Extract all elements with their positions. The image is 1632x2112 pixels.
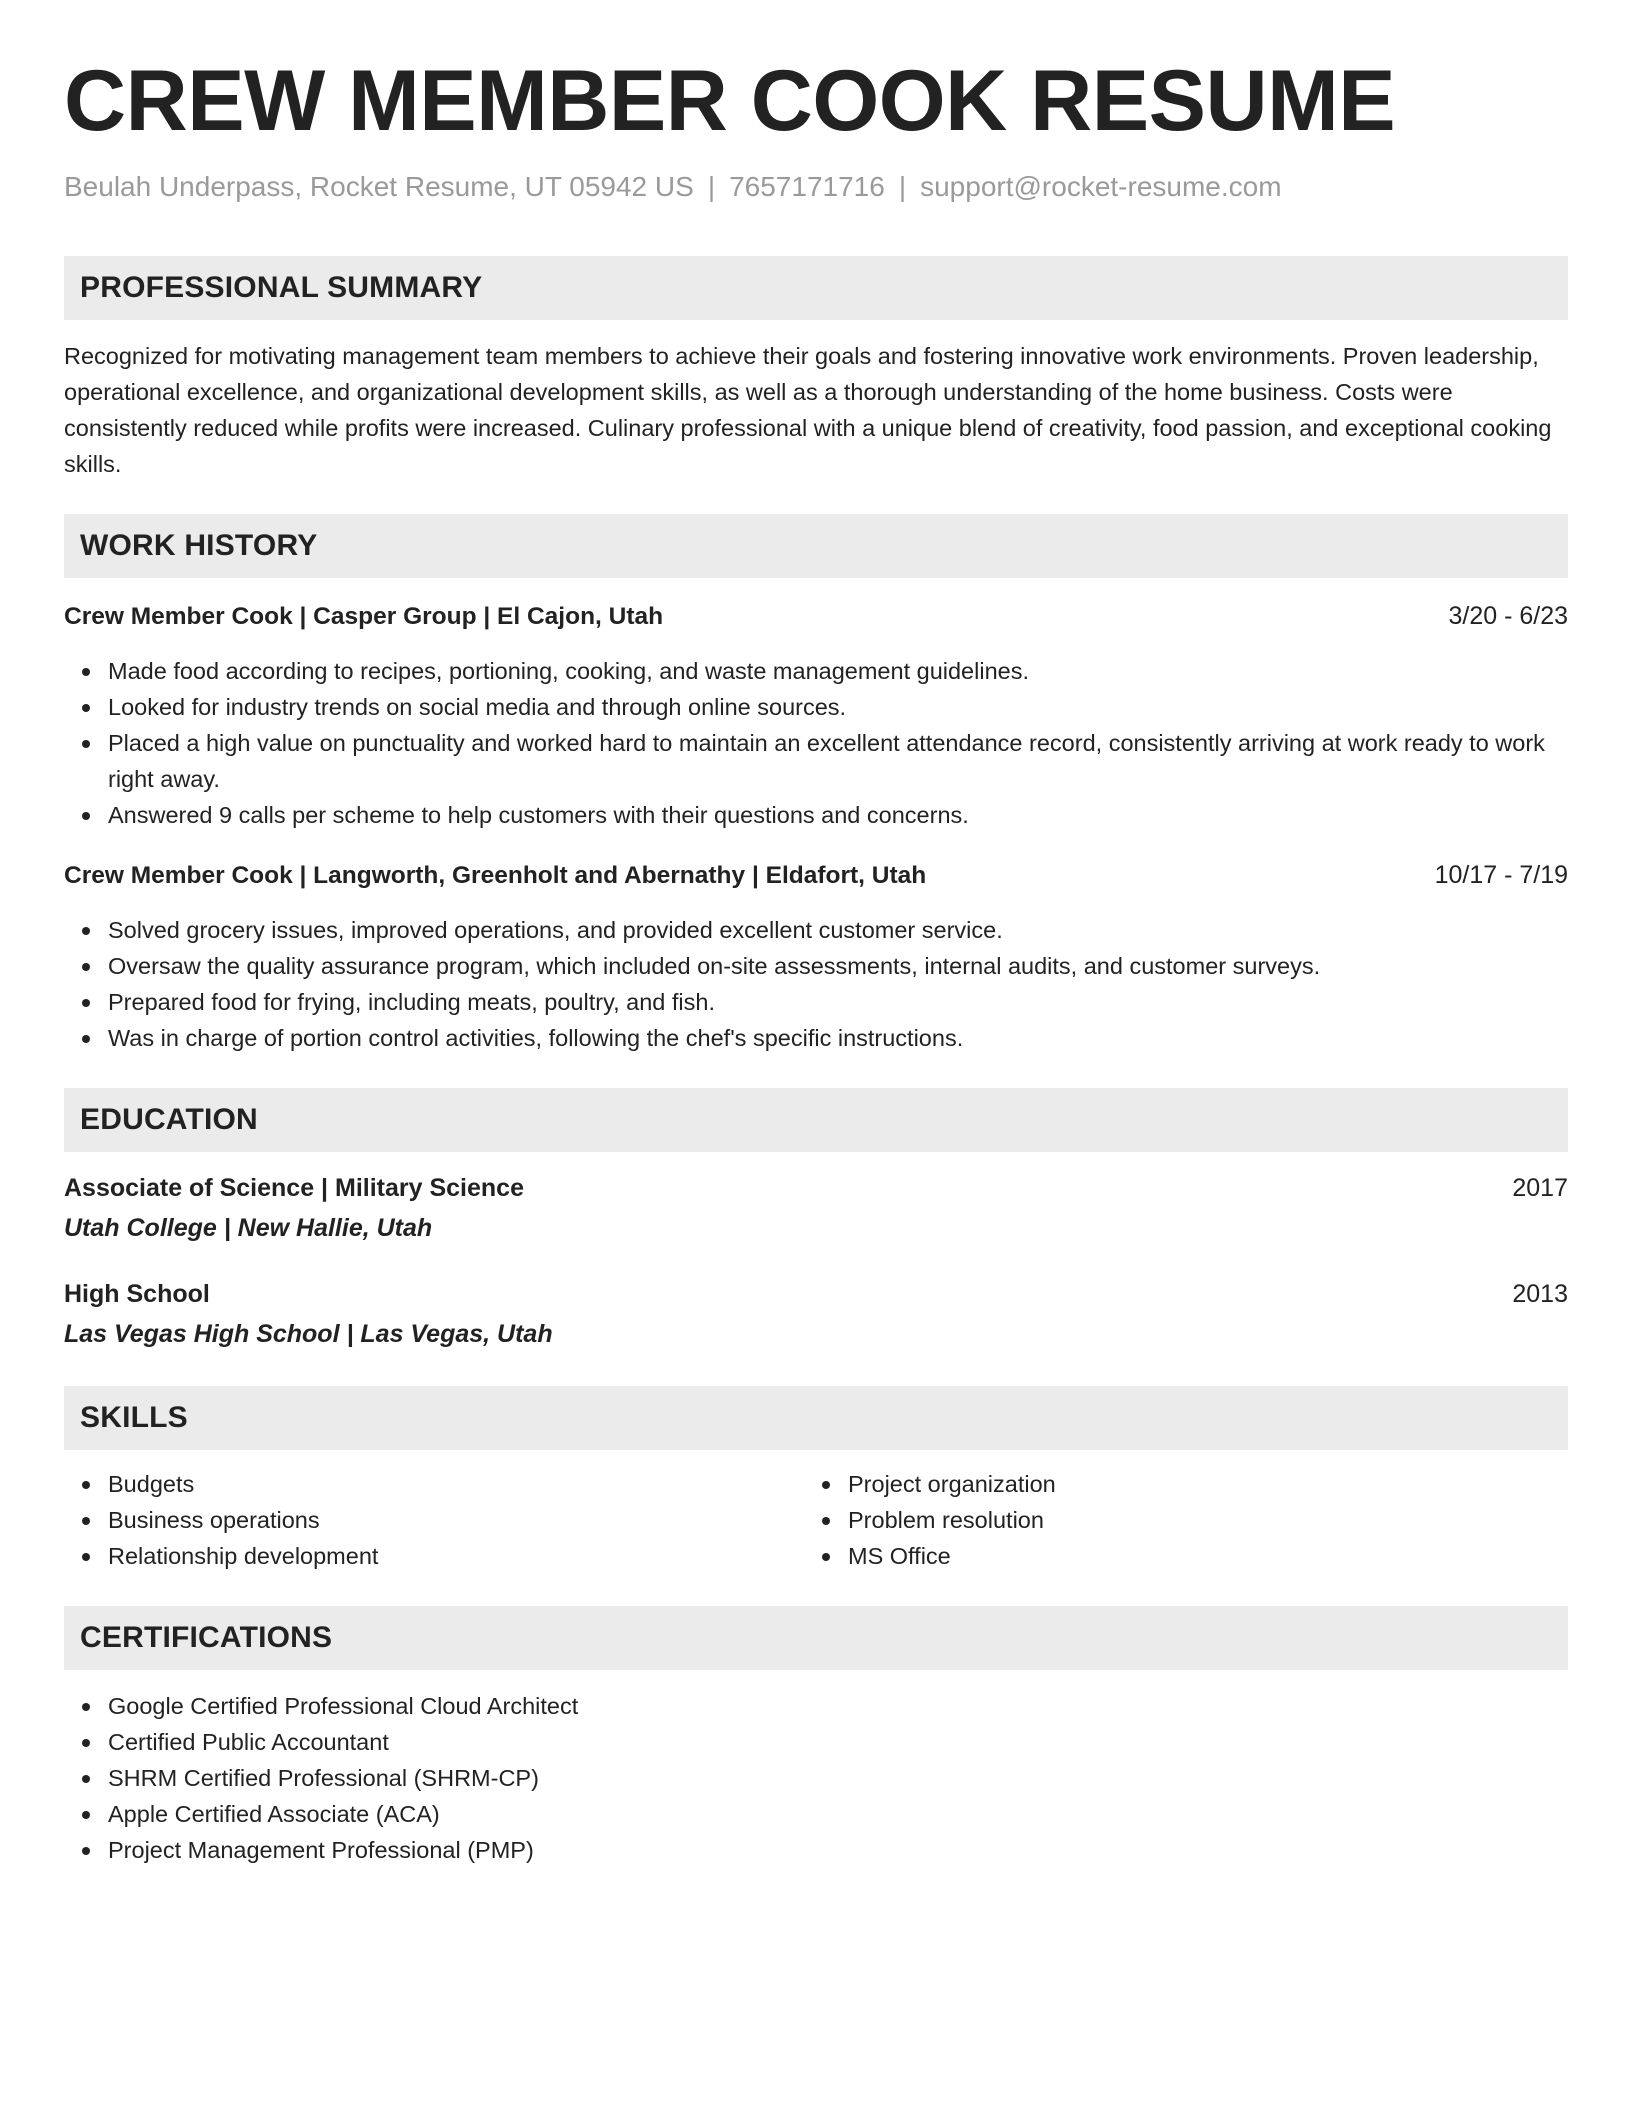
education-entry [64,1168,1568,1248]
certifications-list [64,1688,1568,1868]
skills-list [64,1466,1568,1574]
section-title-work: WORK HISTORY [80,528,318,562]
job-bullets [64,912,1568,1056]
job-bullet: Answered 9 calls per scheme to help customers with their questions and concerns. [108,797,1568,833]
job-bullet: Made food according to recipes, portioning, cooking, and waste management guidelines. [108,653,1568,689]
education-degree: Associate of Science | Military Science [64,1173,524,1202]
section-header-skills [64,1386,1568,1450]
resume-title: CREW MEMBER COOK RESUME [64,53,1396,149]
section-title-certifications: CERTIFICATIONS [80,1620,333,1654]
job-header [64,598,1568,635]
section-title-skills: SKILLS [80,1400,188,1434]
job-bullet: Placed a high value on punctuality and worked hard to maintain an excellent attendance record, consistently arriving at work ready to work right away. [108,725,1568,797]
education-header [64,1168,1568,1208]
certification-item: Certified Public Accountant [108,1724,1568,1760]
skill-item: Relationship development [108,1538,804,1574]
certification-item: Google Certified Professional Cloud Architect [108,1688,1568,1724]
skill-item: Budgets [108,1466,804,1502]
job-title: Crew Member Cook | Casper Group | El Cajon, Utah [64,602,664,630]
contact-address: Beulah Underpass, Rocket Resume, UT 05942 US [64,171,694,202]
education-school: Utah College | New Hallie, Utah [64,1213,433,1242]
section-header-certifications [64,1606,1568,1670]
job-bullet: Prepared food for frying, including meats, poultry, and fish. [108,984,1568,1020]
section-header-work [64,514,1568,578]
job-entry [64,857,1568,1056]
certification-item: Apple Certified Associate (ACA) [108,1796,1568,1832]
education-entry [64,1274,1568,1354]
education-school: Las Vegas High School | Las Vegas, Utah [64,1319,553,1348]
job-bullets [64,653,1568,833]
job-bullet: Oversaw the quality assurance program, which included on-site assessments, internal audits, and customer surveys. [108,948,1568,984]
section-header-summary [64,256,1568,320]
skill-item: Problem resolution [848,1502,1056,1538]
section-title-education: EDUCATION [80,1102,258,1136]
education-year: 2013 [1512,1279,1568,1308]
job-entry [64,598,1568,833]
contact-separator: | [898,171,907,202]
job-bullet: Solved grocery issues, improved operations, and provided excellent customer service. [108,912,1568,948]
job-bullet: Looked for industry trends on social media and through online sources. [108,689,1568,725]
contact-phone: 7657171716 [729,171,885,202]
job-dates: 3/20 - 6/23 [1448,601,1568,630]
skill-item: MS Office [848,1538,1056,1574]
skill-item: Business operations [108,1502,804,1538]
contact-line [64,170,1568,204]
education-degree: High School [64,1279,210,1308]
job-dates: 10/17 - 7/19 [1434,860,1568,889]
section-header-education [64,1088,1568,1152]
education-header [64,1274,1568,1314]
job-header [64,857,1568,894]
contact-email: support@rocket-resume.com [920,171,1282,202]
education-year: 2017 [1512,1173,1568,1202]
summary-text: Recognized for motivating management team members to achieve their goals and fostering innovative work environments. Proven leadership, operational excellence, and organizational development skills, as well as a thorough understanding of the home business. Costs were consistently reduced while profits were increased. Culinary professional with a unique blend of creativity, food passion, and exceptional cooking skills. [64,342,1552,477]
skills-column-2 [804,1466,1056,1574]
section-title-summary: PROFESSIONAL SUMMARY [80,270,483,304]
skill-item: Project organization [848,1466,1056,1502]
job-bullet: Was in charge of portion control activities, following the chef's specific instructions. [108,1020,1568,1056]
certification-item: Project Management Professional (PMP) [108,1832,1568,1868]
certification-item: SHRM Certified Professional (SHRM-CP) [108,1760,1568,1796]
contact-separator: | [707,171,716,202]
skills-column-1 [64,1466,804,1574]
job-title: Crew Member Cook | Langworth, Greenholt and Abernathy | Eldafort, Utah [64,861,927,889]
